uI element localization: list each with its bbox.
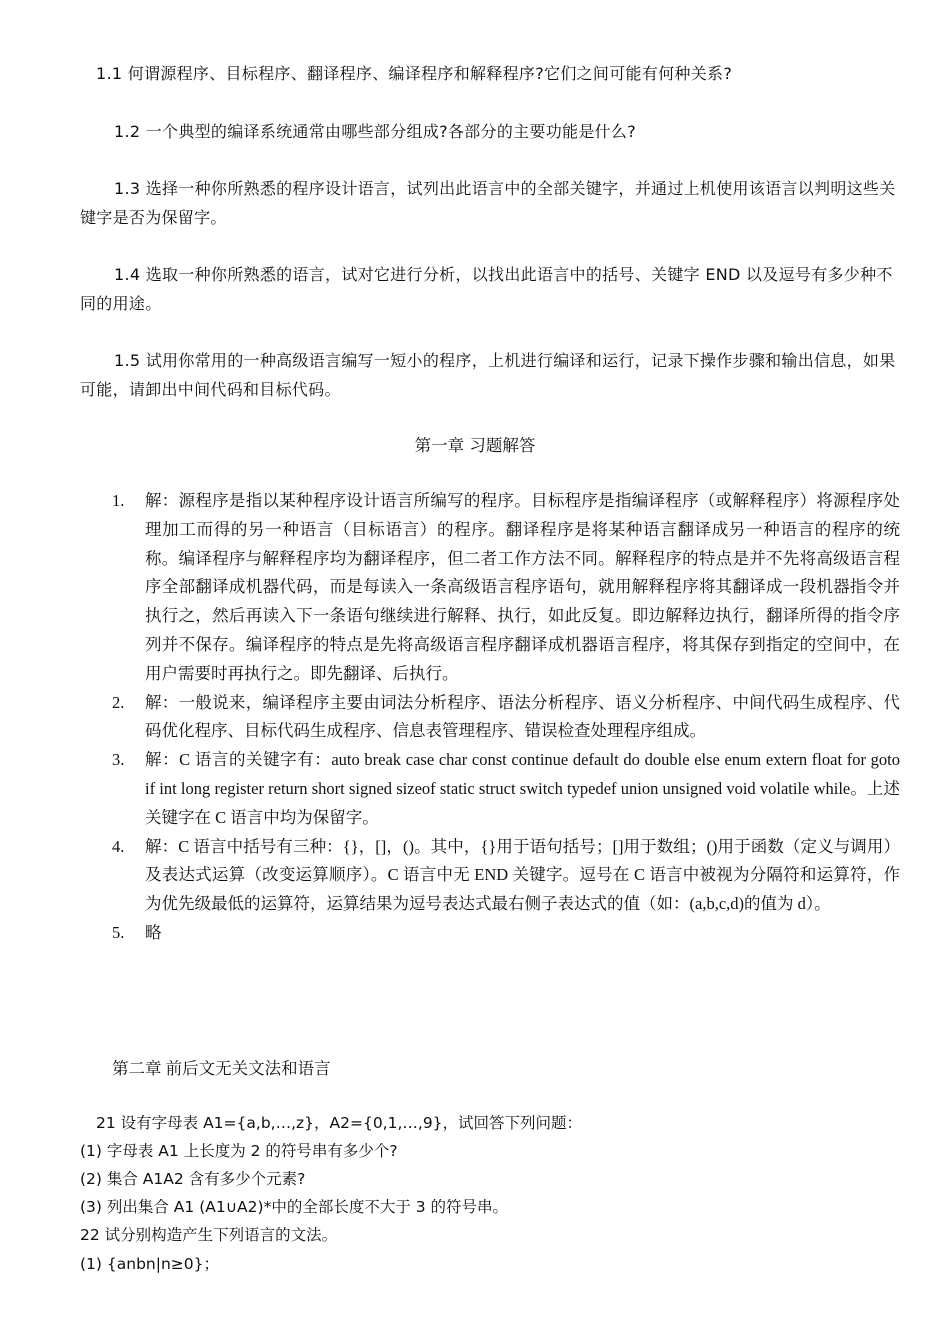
answer-text: 略 [145,922,162,942]
answers-title: 第一章 习题解答 [414,436,536,455]
exercise-line: (2) 集合 A1A2 含有多少个元素? [80,1170,306,1188]
answer-item [108,689,900,747]
answer-item [108,487,900,689]
answer-item [108,833,900,919]
question-1-3: 1.3 选择一种你所熟悉的程序设计语言，试列出此语言中的全部关键字，并通过上机使用该语言以判明这些关键字是否为保留字。 [80,179,896,227]
exercise-line: 22 试分别构造产生下列语言的文法。 [80,1226,338,1244]
exercise-line: (1) 字母表 A1 上长度为 2 的符号串有多少个? [80,1142,398,1160]
chapter-2-title: 第二章 前后文无关文法和语言 [112,1059,331,1078]
exercise-line: 21 设有字母表 A1={a,b,…,z}，A2={0,1,…,9}，试回答下列问题： [96,1114,583,1132]
answer-number: 1. [112,491,125,510]
answer-item [108,919,900,948]
exercise-line: (3) 列出集合 A1 (A1∪A2)*中的全部长度不大于 3 的符号串。 [80,1198,509,1216]
answer-text: 解：C 语言的关键字有：auto break case char const continue default do double else enum extern float for goto if int long register return short signed sizeof static struct switch typedef union unsigned void volatile while。上述关键字在 C 语言中均为保留字。 [145,750,900,827]
answer-text: 解：源程序是指以某种程序设计语言所编写的程序。目标程序是指编译程序（或解释程序）将源程序处理加工而得的另一种语言（目标语言）的程序。翻译程序是将某种语言翻译成另一种语言的程序的统称。编译程序与解释程序均为翻译程序，但二者工作方法不同。解释程序的特点是并不先将高级语言程序全部翻译成机器代码，而是每读入一条高级语言程序语句，就用解释程序将其翻译成一段机器指令并执行之，然后再读入下一条语句继续进行解释、执行，如此反复。即边解释边执行，翻译所得的指令序列并不保存。编译程序的特点是先将高级语言程序翻译成机器语言程序，将其保存到指定的空间中，在用户需要时再执行之。即先翻译、后执行。 [145,491,900,683]
question-1-4: 1.4 选取一种你所熟悉的语言，试对它进行分析，以找出此语言中的括号、关键字 END 以及逗号有多少种不同的用途。 [80,265,893,313]
answer-item [108,746,900,832]
answer-number: 4. [112,836,125,856]
answer-text: 解：一般说来，编译程序主要由词法分析程序、语法分析程序、语义分析程序、中间代码生成程序、代码优化程序、目标代码生成程序、信息表管理程序、错误检查处理程序组成。 [145,692,900,741]
answer-number: 3. [112,750,125,770]
exercise-line: (1) {anbn|n≥0}； [80,1255,219,1273]
question-1-5: 1.5 试用你常用的一种高级语言编写一短小的程序，上机进行编译和运行，记录下操作步骤和输出信息，如果可能，请卸出中间代码和目标代码。 [80,351,896,399]
answer-number: 2. [112,692,125,712]
answers-list [108,487,900,948]
answer-text: 解：C 语言中括号有三种：{}，[]，()。其中，{}用于语句括号；[]用于数组；()用于函数（定义与调用）及表达式运算（改变运算顺序）。C 语言中无 END 关键字。逗号在 C 语言中被视为分隔符和运算符，作为优先级最低的运算符，运算结果为逗号表达式最右侧子表达式的值（如：(a,b,c,d)的值为 d）。 [145,836,900,914]
question-1-2: 1.2 一个典型的编译系统通常由哪些部分组成?各部分的主要功能是什么? [114,122,637,141]
question-1-1: 1.1 何谓源程序、目标程序、翻译程序、编译程序和解释程序?它们之间可能有何种关系? [96,64,733,83]
answer-number: 5. [112,922,125,942]
